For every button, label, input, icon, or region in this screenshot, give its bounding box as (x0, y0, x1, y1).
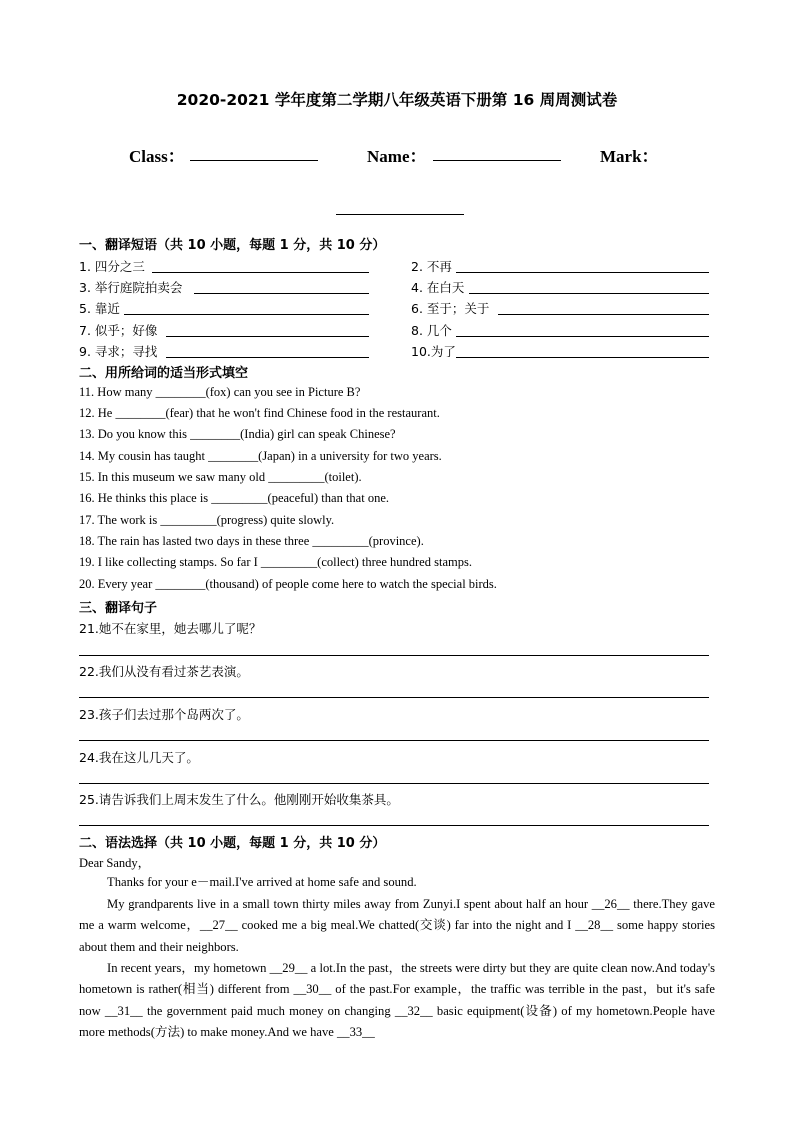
name-label: Name： (367, 147, 427, 166)
paragraph-text: In recent years，my hometown __29__ a lot.In the past，the streets were dirty but they are quite clean now.And today's hometown is rather(相当) different from __30__ of the past.For example，the traffic was terrible in the past，but it's safe now __31__ the government paid much money on changing __32__ basic equipment(设备) of my hometown.People have more methods(方法) to make money.And we have __33__ (79, 961, 715, 1039)
phrase-item: 5. 靠近 (79, 301, 120, 316)
page-title: 2020-2021 学年度第二学期八年级英语下册第 16 周周测试卷 (176, 91, 618, 109)
phrase-item: 4. 在白天 (411, 280, 465, 295)
translate-sentence: 25.请告诉我们上周末发生了什么。他刚刚开始收集茶具。 (79, 792, 399, 807)
fill-blank-item: 16. He thinks this place is _________(peaceful) than that one. (79, 491, 389, 505)
mark-label: Mark： (600, 147, 659, 166)
fill-blank-item: 17. The work is _________(progress) quite slowly. (79, 513, 335, 527)
phrase-item: 3. 举行庭院拍卖会 (79, 280, 183, 295)
section1-heading: 一、翻译短语（共 10 小题，每题 1 分，共 10 分） (79, 238, 386, 253)
phrase-item: 1. 四分之三 (79, 259, 145, 274)
name-blank[interactable] (433, 160, 561, 161)
class-blank[interactable] (190, 160, 318, 161)
letter-paragraph-3 (79, 958, 715, 1043)
answer-blank[interactable] (469, 293, 709, 294)
answer-blank[interactable] (166, 336, 369, 337)
fill-blank-item: 20. Every year ________(thousand) of people come here to watch the special birds. (79, 577, 497, 591)
translate-sentence: 24.我在这儿几天了。 (79, 750, 199, 765)
phrase-item: 6. 至于；关于 (411, 301, 490, 316)
fill-blank-item: 13. Do you know this ________(India) girl can speak Chinese? (79, 427, 396, 441)
fill-blank-item: 19. I like collecting stamps. So far I _________(collect) three hundred stamps. (79, 555, 472, 569)
fill-blank-item: 15. In this museum we saw many old _________(toilet). (79, 470, 362, 484)
letter-paragraph-1 (79, 872, 715, 893)
phrase-item: 7. 似乎；好像 (79, 323, 158, 338)
section3-heading: 三、翻译句子 (79, 601, 158, 616)
answer-blank[interactable] (194, 293, 369, 294)
paragraph-text: My grandparents live in a small town thirty miles away from Zunyi.I spent about half an hour __26__ there.They gave me a warm welcome，__27__ cooked me a big meal.We chatted(交谈) far into the night and I __28__ some happy stories about them and their neighbors. (79, 897, 715, 954)
section2-heading: 二、用所给词的适当形式填空 (79, 366, 249, 381)
answer-blank[interactable] (152, 272, 369, 273)
answer-blank[interactable] (456, 272, 709, 273)
translate-sentence: 22.我们从没有看过茶艺表演。 (79, 664, 249, 679)
phrase-item: 8. 几个 (411, 323, 452, 338)
answer-line[interactable] (79, 825, 709, 826)
phrase-item: 2. 不再 (411, 259, 452, 274)
answer-blank[interactable] (456, 336, 709, 337)
section4-heading: 二、语法选择（共 10 小题，每题 1 分，共 10 分） (79, 836, 386, 851)
answer-blank[interactable] (166, 357, 369, 358)
answer-blank[interactable] (124, 314, 369, 315)
class-label: Class： (129, 147, 185, 166)
mark-blank[interactable] (336, 214, 464, 215)
translate-sentence: 23.孩子们去过那个岛两次了。 (79, 707, 249, 722)
fill-blank-item: 12. He ________(fear) that he won't find Chinese food in the restaurant. (79, 406, 440, 420)
answer-line[interactable] (79, 697, 709, 698)
translate-sentence: 21.她不在家里，她去哪儿了呢？ (79, 621, 262, 636)
answer-line[interactable] (79, 740, 709, 741)
fill-blank-item: 11. How many ________(fox) can you see in Picture B? (79, 385, 361, 399)
fill-blank-item: 18. The rain has lasted two days in these three _________(province). (79, 534, 424, 548)
fill-blank-item: 14. My cousin has taught ________(Japan) in a university for two years. (79, 449, 442, 463)
answer-line[interactable] (79, 783, 709, 784)
answer-blank[interactable] (498, 314, 709, 315)
phrase-item: 10.为了 (411, 344, 456, 359)
answer-blank[interactable] (456, 357, 709, 358)
phrase-item: 9. 寻求；寻找 (79, 344, 158, 359)
paragraph-text: Thanks for your e－mail.I've arrived at home safe and sound. (107, 875, 417, 889)
letter-salutation: Dear Sandy， (79, 856, 151, 870)
answer-line[interactable] (79, 655, 709, 656)
letter-paragraph-2 (79, 894, 715, 958)
